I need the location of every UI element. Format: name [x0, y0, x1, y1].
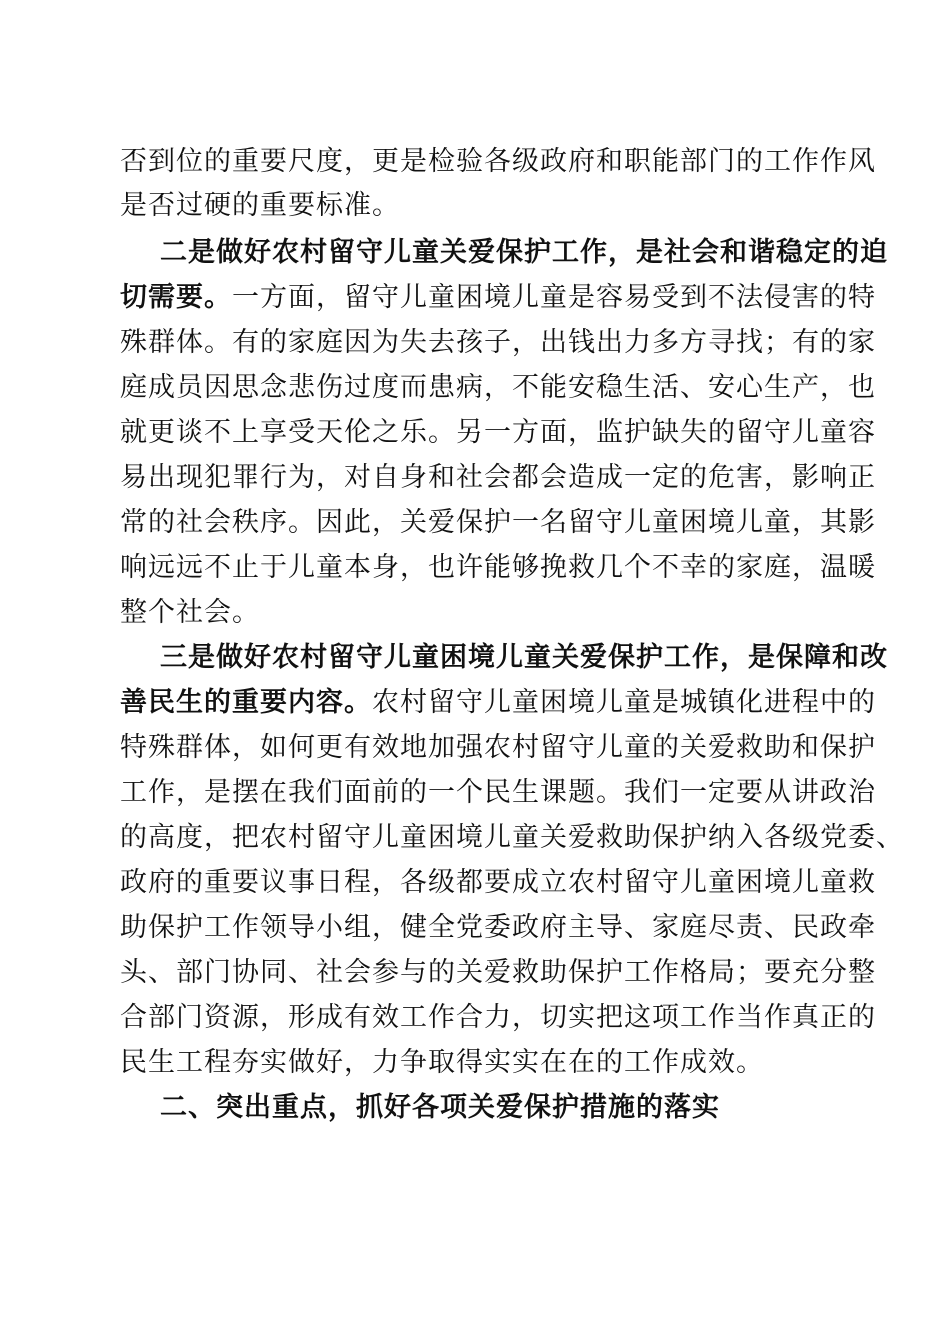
- paragraph-line: 整个社会。: [120, 597, 260, 628]
- paragraph-line: 助保护工作领导小组，健全党委政府主导、家庭尽责、民政牵: [120, 912, 876, 943]
- section-heading: 二、突出重点，抓好各项关爱保护措施的落实: [160, 1092, 720, 1123]
- paragraph-line: 常的社会秩序。因此，关爱保护一名留守儿童困境儿童，其影: [120, 507, 876, 538]
- paragraph-line: 的高度，把农村留守儿童困境儿童关爱救助保护纳入各级党委、: [120, 822, 904, 853]
- paragraph-line: 响远远不止于儿童本身，也许能够挽救几个不幸的家庭，温暖: [120, 552, 876, 583]
- paragraph-text: 农村留守儿童困境儿童是城镇化进程中的: [372, 687, 876, 718]
- paragraph-line: 否到位的重要尺度，更是检验各级政府和职能部门的工作作风: [120, 146, 876, 177]
- paragraph-line: [0, 681, 950, 725]
- paragraph-line: 殊群体。有的家庭因为失去孩子，出钱出力多方寻找；有的家: [120, 327, 876, 358]
- paragraph-line: 合部门资源，形成有效工作合力，切实把这项工作当作真正的: [120, 1002, 876, 1033]
- paragraph-line: 头、部门协同、社会参与的关爱救助保护工作格局；要充分整: [120, 957, 876, 988]
- paragraph-line: 民生工程夯实做好，力争取得实实在在的工作成效。: [120, 1047, 764, 1078]
- paragraph-line: 就更谈不上享受天伦之乐。另一方面，监护缺失的留守儿童容: [120, 417, 876, 448]
- paragraph-text: 一方面，留守儿童困境儿童是容易受到不法侵害的特: [232, 282, 876, 313]
- paragraph-line: 政府的重要议事日程，各级都要成立农村留守儿童困境儿童救: [120, 867, 876, 898]
- paragraph-lead-line: 二是做好农村留守儿童关爱保护工作，是社会和谐稳定的迫: [160, 237, 888, 268]
- paragraph-line: 庭成员因思念悲伤过度而患病，不能安稳生活、安心生产，也: [120, 372, 876, 403]
- paragraph-line: 特殊群体，如何更有效地加强农村留守儿童的关爱救助和保护: [120, 732, 876, 763]
- paragraph-line: 易出现犯罪行为，对自身和社会都会造成一定的危害，影响正: [120, 462, 876, 493]
- paragraph-lead-line: 三是做好农村留守儿童困境儿童关爱保护工作，是保障和改: [160, 642, 888, 673]
- paragraph-lead-text: 切需要。: [120, 282, 232, 313]
- paragraph-lead-text: 善民生的重要内容。: [120, 687, 372, 718]
- paragraph-line: 工作，是摆在我们面前的一个民生课题。我们一定要从讲政治: [120, 777, 876, 808]
- paragraph-line: 是否过硬的重要标准。: [120, 190, 400, 221]
- paragraph-line: [0, 276, 950, 320]
